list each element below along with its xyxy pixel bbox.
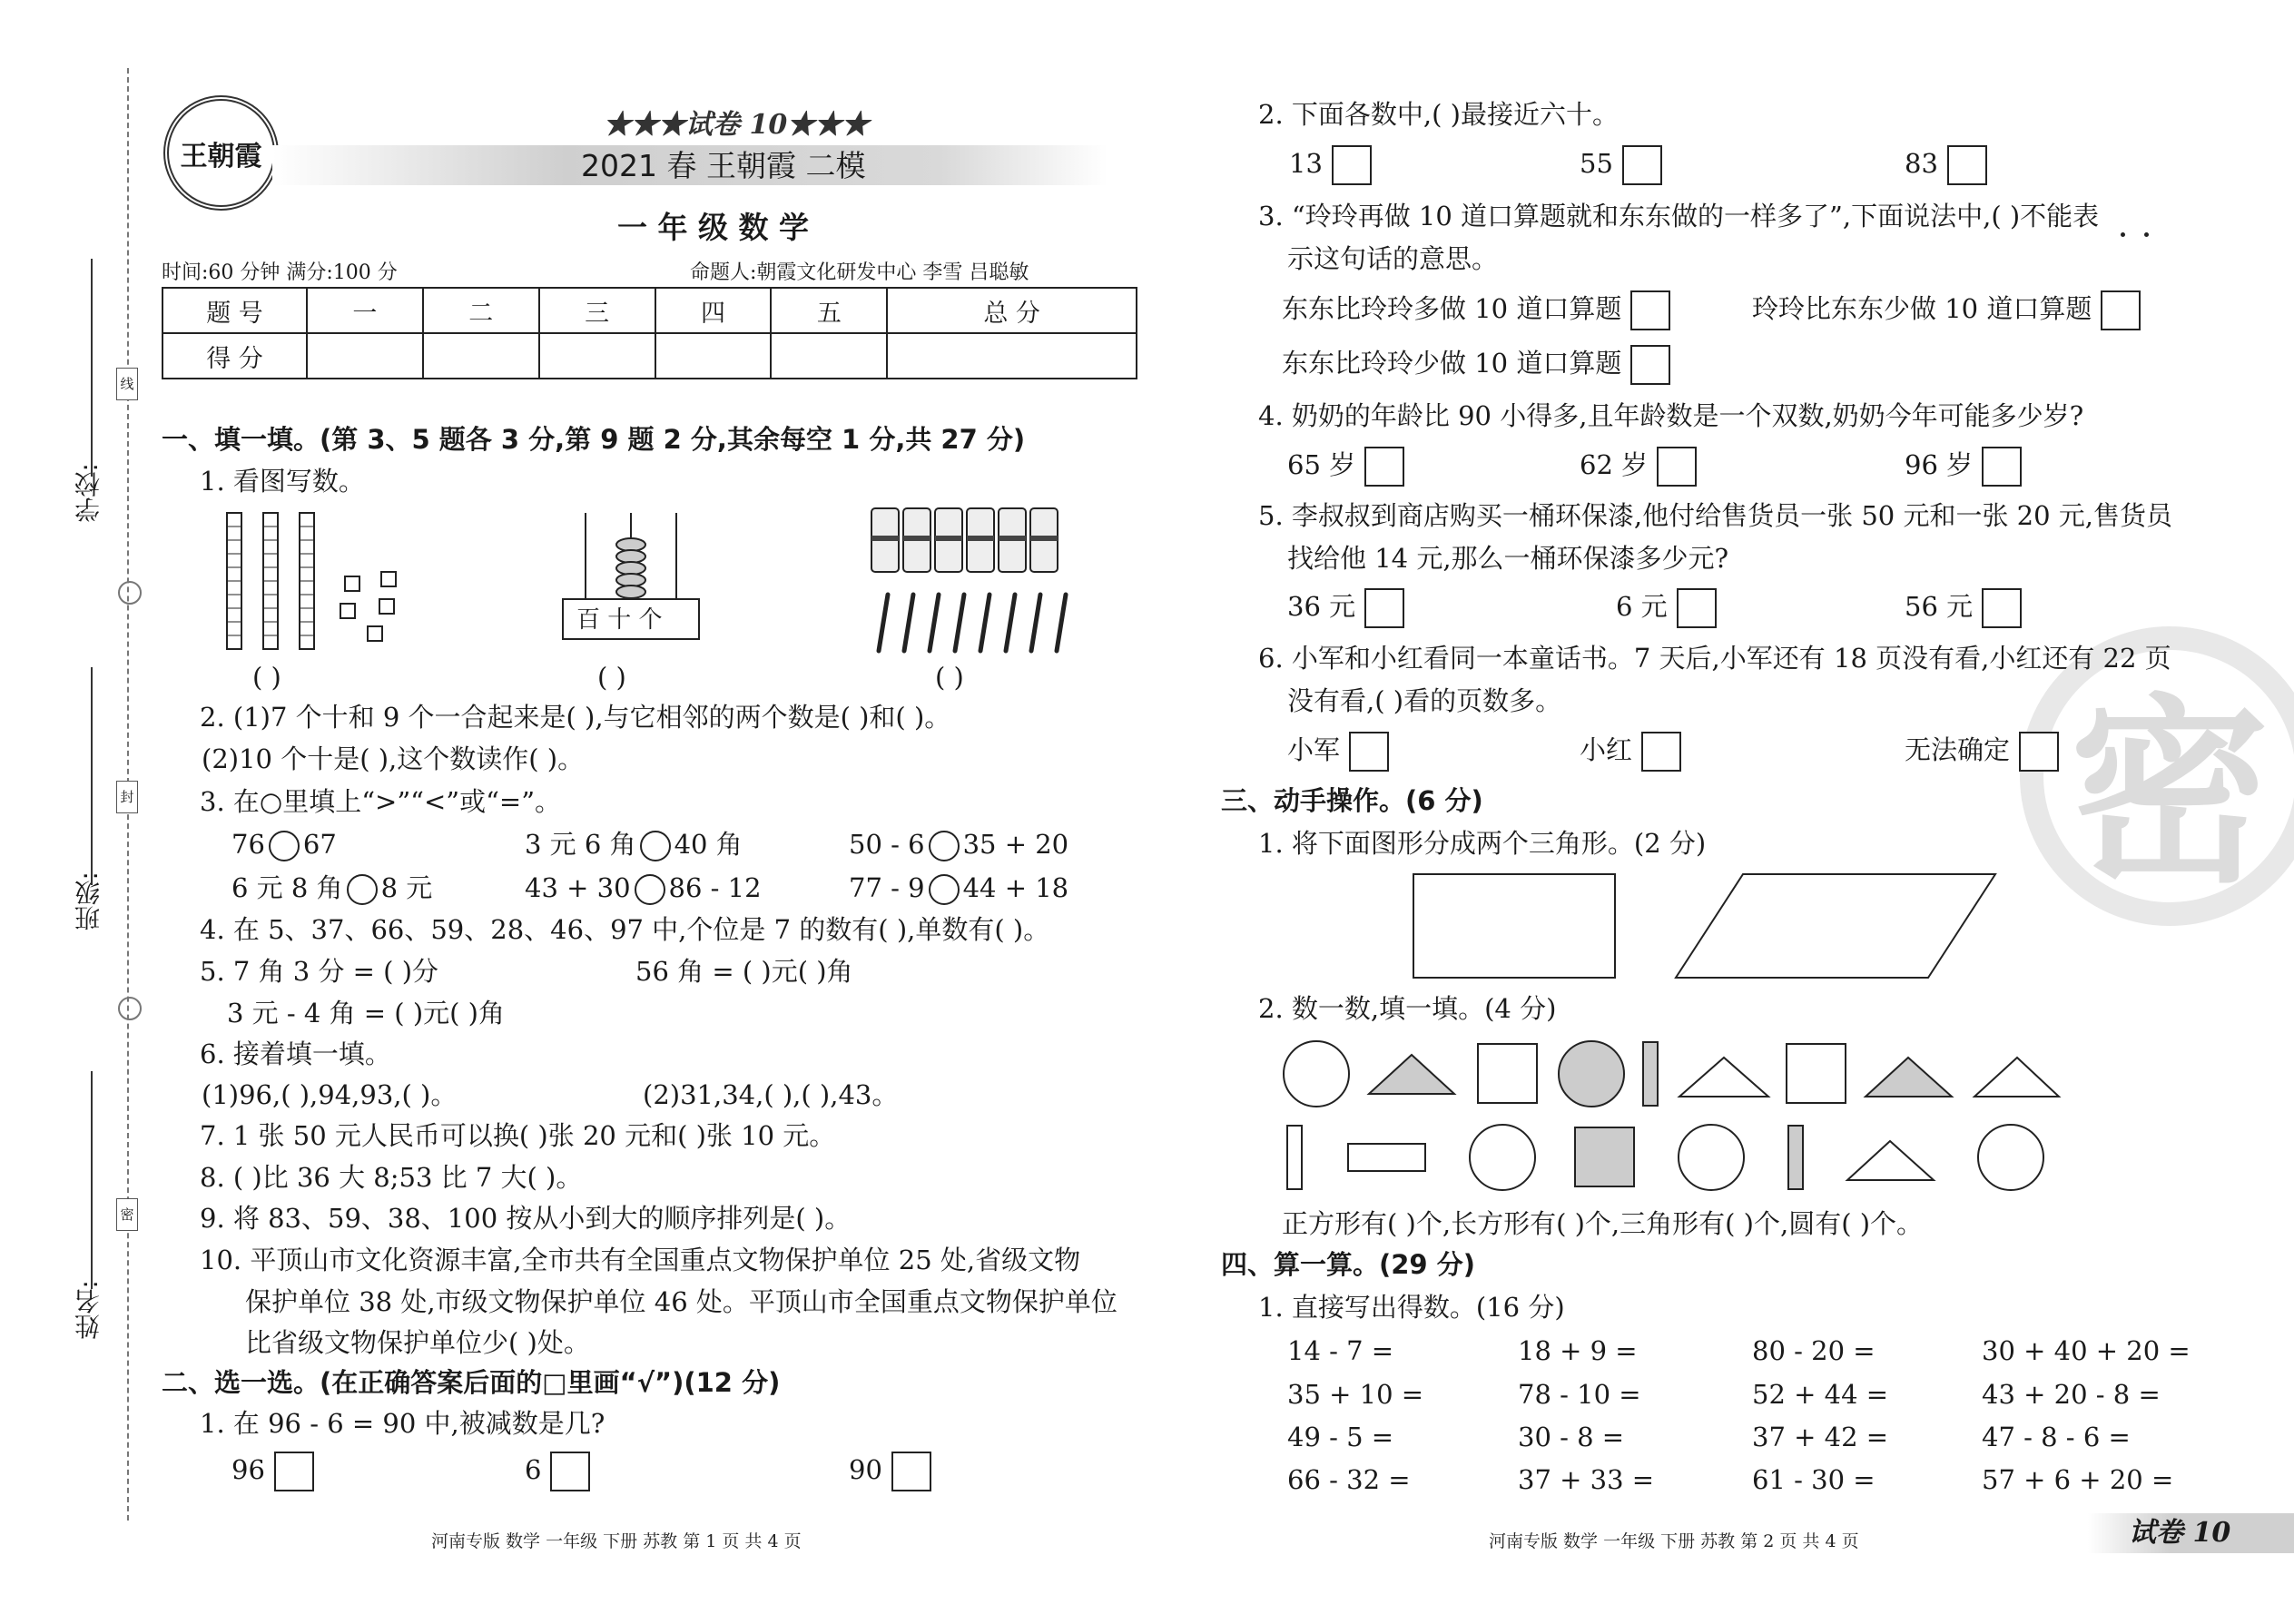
- section4-title: 四、算一算。(29 分): [1221, 1249, 1475, 1280]
- choice-option: [1287, 445, 1404, 487]
- compare-item: [525, 871, 762, 905]
- q2-5-line2: 找给他 14 元,那么一桶环保漆多少元?: [1287, 543, 1729, 574]
- section3-title: 三、动手操作。(6 分): [1221, 785, 1483, 816]
- score-header: 三: [539, 288, 655, 333]
- q1-5c: 3 元 - 4 角 = ( )元( )角: [227, 998, 506, 1029]
- stick-bundles: [871, 508, 1058, 572]
- emphasis-dot: [2144, 232, 2149, 237]
- triangle-shape: [1866, 1058, 1952, 1097]
- q2-3-line2: 示这句话的意思。: [1287, 243, 1499, 274]
- compare-item: [849, 871, 1068, 905]
- choice-label: 东东比玲玲多做 10 道口算题: [1282, 293, 1622, 324]
- shapes-to-divide[interactable]: [1407, 867, 2006, 980]
- calc-item[interactable]: 66 - 32 =: [1287, 1464, 1411, 1495]
- calc-item[interactable]: 37 + 33 =: [1518, 1464, 1655, 1495]
- q1-answer-blank[interactable]: ( ): [935, 662, 964, 693]
- choice-option: [1905, 730, 2059, 772]
- compare-right: 40 角: [674, 829, 743, 860]
- section1-title: 一、填一填。(第 3、5 题各 3 分,第 9 题 2 分,其余每空 1 分,共 27 分): [162, 424, 1026, 455]
- answer-checkbox[interactable]: [1641, 732, 1681, 772]
- score-cell[interactable]: [887, 333, 1137, 379]
- calc-item[interactable]: 61 - 30 =: [1752, 1464, 1876, 1495]
- answer-checkbox[interactable]: [1982, 588, 2022, 628]
- calc-item[interactable]: 35 + 10 =: [1287, 1379, 1424, 1410]
- calc-item[interactable]: 49 - 5 =: [1287, 1422, 1394, 1452]
- q1-5b: 56 角 = ( )元( )角: [635, 956, 853, 987]
- emphasis-dot: [2121, 232, 2125, 237]
- answer-checkbox[interactable]: [891, 1452, 931, 1491]
- score-table-row: [162, 288, 1137, 333]
- choice-option: [1282, 343, 1670, 385]
- triangle-shape: [1847, 1141, 1934, 1180]
- q1-6b: (2)31,34,( ),( ),43。: [643, 1079, 899, 1110]
- seal-mark-seal: 封: [116, 781, 138, 813]
- q2-6-line2: 没有看,( )看的页数多。: [1287, 685, 1562, 716]
- q1-6: 6. 接着填一填。: [200, 1038, 391, 1069]
- choice-label: 36 元: [1287, 591, 1356, 622]
- q1-10-line1: 10. 平顶山市文化资源丰富,全市共有全国重点文物保护单位 25 处,省级文物: [200, 1245, 1081, 1275]
- answer-checkbox[interactable]: [1982, 447, 2022, 487]
- score-cell[interactable]: [771, 333, 887, 379]
- choice-option: [1580, 445, 1697, 487]
- q2-3-line1: 3. “玲玲再做 10 道口算题就和东东做的一样多了”,下面说法中,( )不能表: [1258, 201, 2100, 231]
- score-header: 题 号: [162, 288, 307, 333]
- compare-left: 43 + 30: [525, 872, 631, 903]
- score-header: 四: [655, 288, 772, 333]
- calc-item[interactable]: 78 - 10 =: [1518, 1379, 1641, 1410]
- choice-option: [231, 1450, 314, 1491]
- compare-item: [231, 828, 337, 861]
- choice-label: 6 元: [1616, 591, 1668, 622]
- stars-label: ★★★试卷 10★★★: [604, 109, 870, 141]
- q1-10-line3: 比省级文物保护单位少( )处。: [245, 1327, 590, 1358]
- q2-5-line1: 5. 李叔叔到商店购买一桶环保漆,他付给售货员一张 50 元和一张 20 元,售货员: [1258, 500, 2173, 531]
- calc-item[interactable]: 18 + 9 =: [1518, 1335, 1638, 1366]
- choice-label: 小红: [1580, 734, 1633, 765]
- choice-option: [1580, 143, 1662, 185]
- answer-checkbox[interactable]: [2019, 732, 2059, 772]
- choice-option: [1289, 143, 1372, 185]
- calc-item[interactable]: 57 + 6 + 20 =: [1982, 1464, 2174, 1495]
- q1-2a: 2. (1)7 个十和 9 个一合起来是( ),与它相邻的两个数是( )和( )。: [200, 702, 951, 733]
- single-sticks: [879, 595, 1066, 651]
- compare-right: 35 + 20: [962, 829, 1069, 860]
- compare-item: [849, 828, 1068, 861]
- emphasis-dots: [2117, 232, 2153, 238]
- calc-item[interactable]: 30 + 40 + 20 =: [1982, 1335, 2191, 1366]
- answer-checkbox[interactable]: [550, 1452, 590, 1491]
- compare-item: [525, 828, 743, 861]
- answer-checkbox[interactable]: [1947, 145, 1987, 185]
- q1-3: 3. 在○里填上“>”“<”或“=”。: [200, 786, 562, 817]
- watermark-text: 密: [2069, 677, 2269, 910]
- score-cell[interactable]: [423, 333, 539, 379]
- compare-right: 8 元: [380, 872, 433, 903]
- footer-right: 河南专版 数学 一年级 下册 苏教 第 2 页 共 4 页: [1489, 1531, 1859, 1551]
- logo-text: 王朝霞: [180, 140, 262, 172]
- calc-item[interactable]: 14 - 7 =: [1287, 1335, 1394, 1366]
- compare-circle[interactable]: [269, 831, 300, 861]
- parallelogram-shape[interactable]: [1676, 874, 1995, 978]
- choice-label: 62 岁: [1580, 449, 1649, 480]
- exam-title: 2021 春 王朝霞 二模: [581, 148, 866, 183]
- q1-10-line2: 保护单位 38 处,市级文物保护单位 46 处。平顶山市全国重点文物保护单位: [245, 1286, 1117, 1317]
- triangle-shape: [1974, 1058, 2059, 1097]
- compare-left: 76: [231, 829, 265, 860]
- q1-1: 1. 看图写数。: [200, 466, 365, 497]
- choice-option: [1580, 730, 1681, 772]
- answer-checkbox[interactable]: [2101, 290, 2141, 330]
- calc-item[interactable]: 30 - 8 =: [1518, 1422, 1625, 1452]
- q1-9: 9. 将 83、59、38、100 按从小到大的顺序排列是( )。: [200, 1203, 852, 1234]
- triangle-shape: [1679, 1058, 1768, 1097]
- q3-1: 1. 将下面图形分成两个三角形。(2 分): [1258, 828, 1707, 859]
- q1-answer-blank[interactable]: ( ): [252, 662, 281, 693]
- square-shape: [1787, 1044, 1846, 1103]
- choice-label: 65 岁: [1287, 449, 1356, 480]
- compare-circle[interactable]: [929, 874, 960, 905]
- choice-label: 13: [1289, 148, 1323, 179]
- choice-option: [849, 1450, 931, 1491]
- choice-label: 55: [1580, 148, 1613, 179]
- time-info: 时间:60 分钟 满分:100 分: [162, 261, 398, 284]
- calc-item[interactable]: 52 + 44 =: [1752, 1379, 1889, 1410]
- ten-rods: [227, 513, 314, 649]
- circle-shape: [1284, 1041, 1349, 1107]
- choice-option: [1616, 586, 1717, 628]
- triangle-shape: [1369, 1055, 1454, 1094]
- answer-checkbox[interactable]: [1630, 345, 1670, 385]
- author-info: 命题人:朝霞文化研发中心 李雪 吕聪敏: [690, 261, 1029, 284]
- choice-option: [1287, 586, 1404, 628]
- score-label: 得 分: [162, 333, 307, 379]
- compare-circle[interactable]: [635, 874, 665, 905]
- choice-label: 96 岁: [1905, 449, 1974, 480]
- subject-title: 一 年 级 数 学: [617, 210, 809, 245]
- choice-option: [1287, 730, 1389, 772]
- answer-checkbox[interactable]: [274, 1452, 314, 1491]
- choice-label: 56 元: [1905, 591, 1974, 622]
- binding-ornament: [118, 581, 142, 605]
- answer-checkbox[interactable]: [1677, 588, 1717, 628]
- shapes-count-figure: [1271, 1035, 2070, 1203]
- seal-mark-line: 线: [116, 368, 138, 400]
- calc-item[interactable]: 80 - 20 =: [1752, 1335, 1876, 1366]
- calc-item[interactable]: 37 + 42 =: [1752, 1422, 1889, 1452]
- q2-2: 2. 下面各数中,( )最接近六十。: [1258, 99, 1619, 130]
- q2-6-line1: 6. 小军和小红看同一本童话书。7 天后,小军还有 18 页没有看,小红还有 22 页: [1258, 643, 2171, 674]
- choice-label: 90: [849, 1454, 882, 1485]
- compare-circle[interactable]: [640, 831, 671, 861]
- logo: [163, 95, 279, 211]
- choice-label: 6: [525, 1454, 542, 1485]
- place-value-rods-figure: [218, 508, 418, 654]
- compare-right: 86 - 12: [668, 872, 762, 903]
- corner-label: 试卷 10: [2129, 1517, 2231, 1549]
- score-table: [162, 287, 1137, 379]
- answer-checkbox[interactable]: [1364, 588, 1404, 628]
- stick-bundles-figure: [862, 504, 1098, 658]
- q1-8: 8. ( )比 36 大 8;53 比 7 大( )。: [200, 1162, 583, 1193]
- calc-item[interactable]: 43 + 20 - 8 =: [1982, 1379, 2161, 1410]
- answer-checkbox[interactable]: [1657, 447, 1697, 487]
- score-cell[interactable]: [307, 333, 423, 379]
- score-cell[interactable]: [655, 333, 772, 379]
- q1-answer-blank[interactable]: ( ): [597, 662, 626, 693]
- answer-checkbox[interactable]: [1630, 290, 1670, 330]
- q4-1: 1. 直接写出得数。(16 分): [1258, 1292, 1565, 1323]
- calc-item[interactable]: 47 - 8 - 6 =: [1982, 1422, 2131, 1452]
- circle-shape: [1978, 1125, 2043, 1190]
- q1-7: 7. 1 张 50 元人民币可以换( )张 20 元和( )张 10 元。: [200, 1120, 836, 1151]
- circle-shape: [1470, 1125, 1535, 1190]
- score-header: 总 分: [887, 288, 1137, 333]
- unit-cubes: [340, 572, 396, 641]
- choice-option: [1282, 289, 1670, 330]
- section2-title: 二、选一选。(在正确答案后面的□里画“√”)(12 分): [162, 1367, 781, 1398]
- class-label: 班级:: [74, 871, 103, 931]
- compare-right: 67: [302, 829, 337, 860]
- q2-1: 1. 在 96 - 6 = 90 中,被减数是几?: [200, 1408, 605, 1439]
- choice-label: 96: [231, 1454, 265, 1485]
- q1-4: 4. 在 5、37、66、59、28、46、97 中,个位是 7 的数有( ),单数有( )。: [200, 914, 1050, 945]
- circle-shape: [1679, 1125, 1744, 1190]
- school-field[interactable]: [91, 259, 93, 477]
- footer-left: 河南专版 数学 一年级 下册 苏教 第 1 页 共 4 页: [431, 1531, 802, 1551]
- choice-label: 玲玲比东东少做 10 道口算题: [1752, 293, 2092, 324]
- choice-option: [1752, 289, 2141, 330]
- choice-label: 83: [1905, 148, 1938, 179]
- rectangle-shape: [1287, 1126, 1302, 1189]
- choice-option: [1905, 143, 1987, 185]
- answer-checkbox[interactable]: [1622, 145, 1662, 185]
- answer-checkbox[interactable]: [1332, 145, 1372, 185]
- abacus-label: 百 十 个: [576, 606, 663, 634]
- q3-2: 2. 数一数,填一填。(4 分): [1258, 993, 1557, 1024]
- compare-left: 50 - 6: [849, 829, 925, 860]
- square-shape: [1478, 1044, 1537, 1103]
- name-label: 姓名:: [74, 1280, 103, 1340]
- choice-option: [1905, 586, 2022, 628]
- choice-label: 小军: [1287, 734, 1341, 765]
- school-label: 学校:: [74, 463, 103, 523]
- compare-circle[interactable]: [347, 874, 378, 905]
- q1-2b: (2)10 个十是( ),这个数读作( )。: [202, 743, 585, 774]
- class-field[interactable]: [91, 667, 93, 885]
- rectangle-shape: [1788, 1126, 1803, 1189]
- q3-2-answer: 正方形有( )个,长方形有( )个,三角形有( )个,圆有( )个。: [1282, 1208, 1924, 1239]
- score-cell[interactable]: [539, 333, 655, 379]
- compare-left: 77 - 9: [849, 872, 925, 903]
- answer-checkbox[interactable]: [1349, 732, 1389, 772]
- q1-6a: (1)96,( ),94,93,( )。: [202, 1079, 458, 1110]
- answer-checkbox[interactable]: [1364, 447, 1404, 487]
- choice-option: [525, 1450, 590, 1491]
- compare-left: 6 元 8 角: [231, 872, 343, 903]
- q1-5a: 5. 7 角 3 分 = ( )分: [200, 956, 439, 987]
- circle-shape: [1559, 1041, 1624, 1107]
- choice-option: [1905, 445, 2022, 487]
- rectangle-shape: [1643, 1042, 1658, 1106]
- rectangle-shape[interactable]: [1413, 874, 1615, 978]
- rectangle-shape: [1348, 1144, 1425, 1171]
- binding-ornament: [118, 997, 142, 1020]
- seal-mark-secret: 密: [116, 1198, 138, 1231]
- compare-left: 3 元 6 角: [525, 829, 636, 860]
- score-header: 二: [423, 288, 539, 333]
- compare-right: 44 + 18: [962, 872, 1069, 903]
- name-field[interactable]: [91, 1071, 93, 1289]
- score-table-row: [162, 333, 1137, 379]
- choice-label: 无法确定: [1905, 734, 2011, 765]
- score-header: 一: [307, 288, 423, 333]
- q2-4: 4. 奶奶的年龄比 90 小得多,且年龄数是一个双数,奶奶今年可能多少岁?: [1258, 400, 2084, 431]
- choice-label: 东东比玲玲少做 10 道口算题: [1282, 348, 1622, 379]
- score-header: 五: [771, 288, 887, 333]
- square-shape: [1575, 1127, 1634, 1186]
- compare-item: [231, 871, 432, 905]
- compare-circle[interactable]: [929, 831, 960, 861]
